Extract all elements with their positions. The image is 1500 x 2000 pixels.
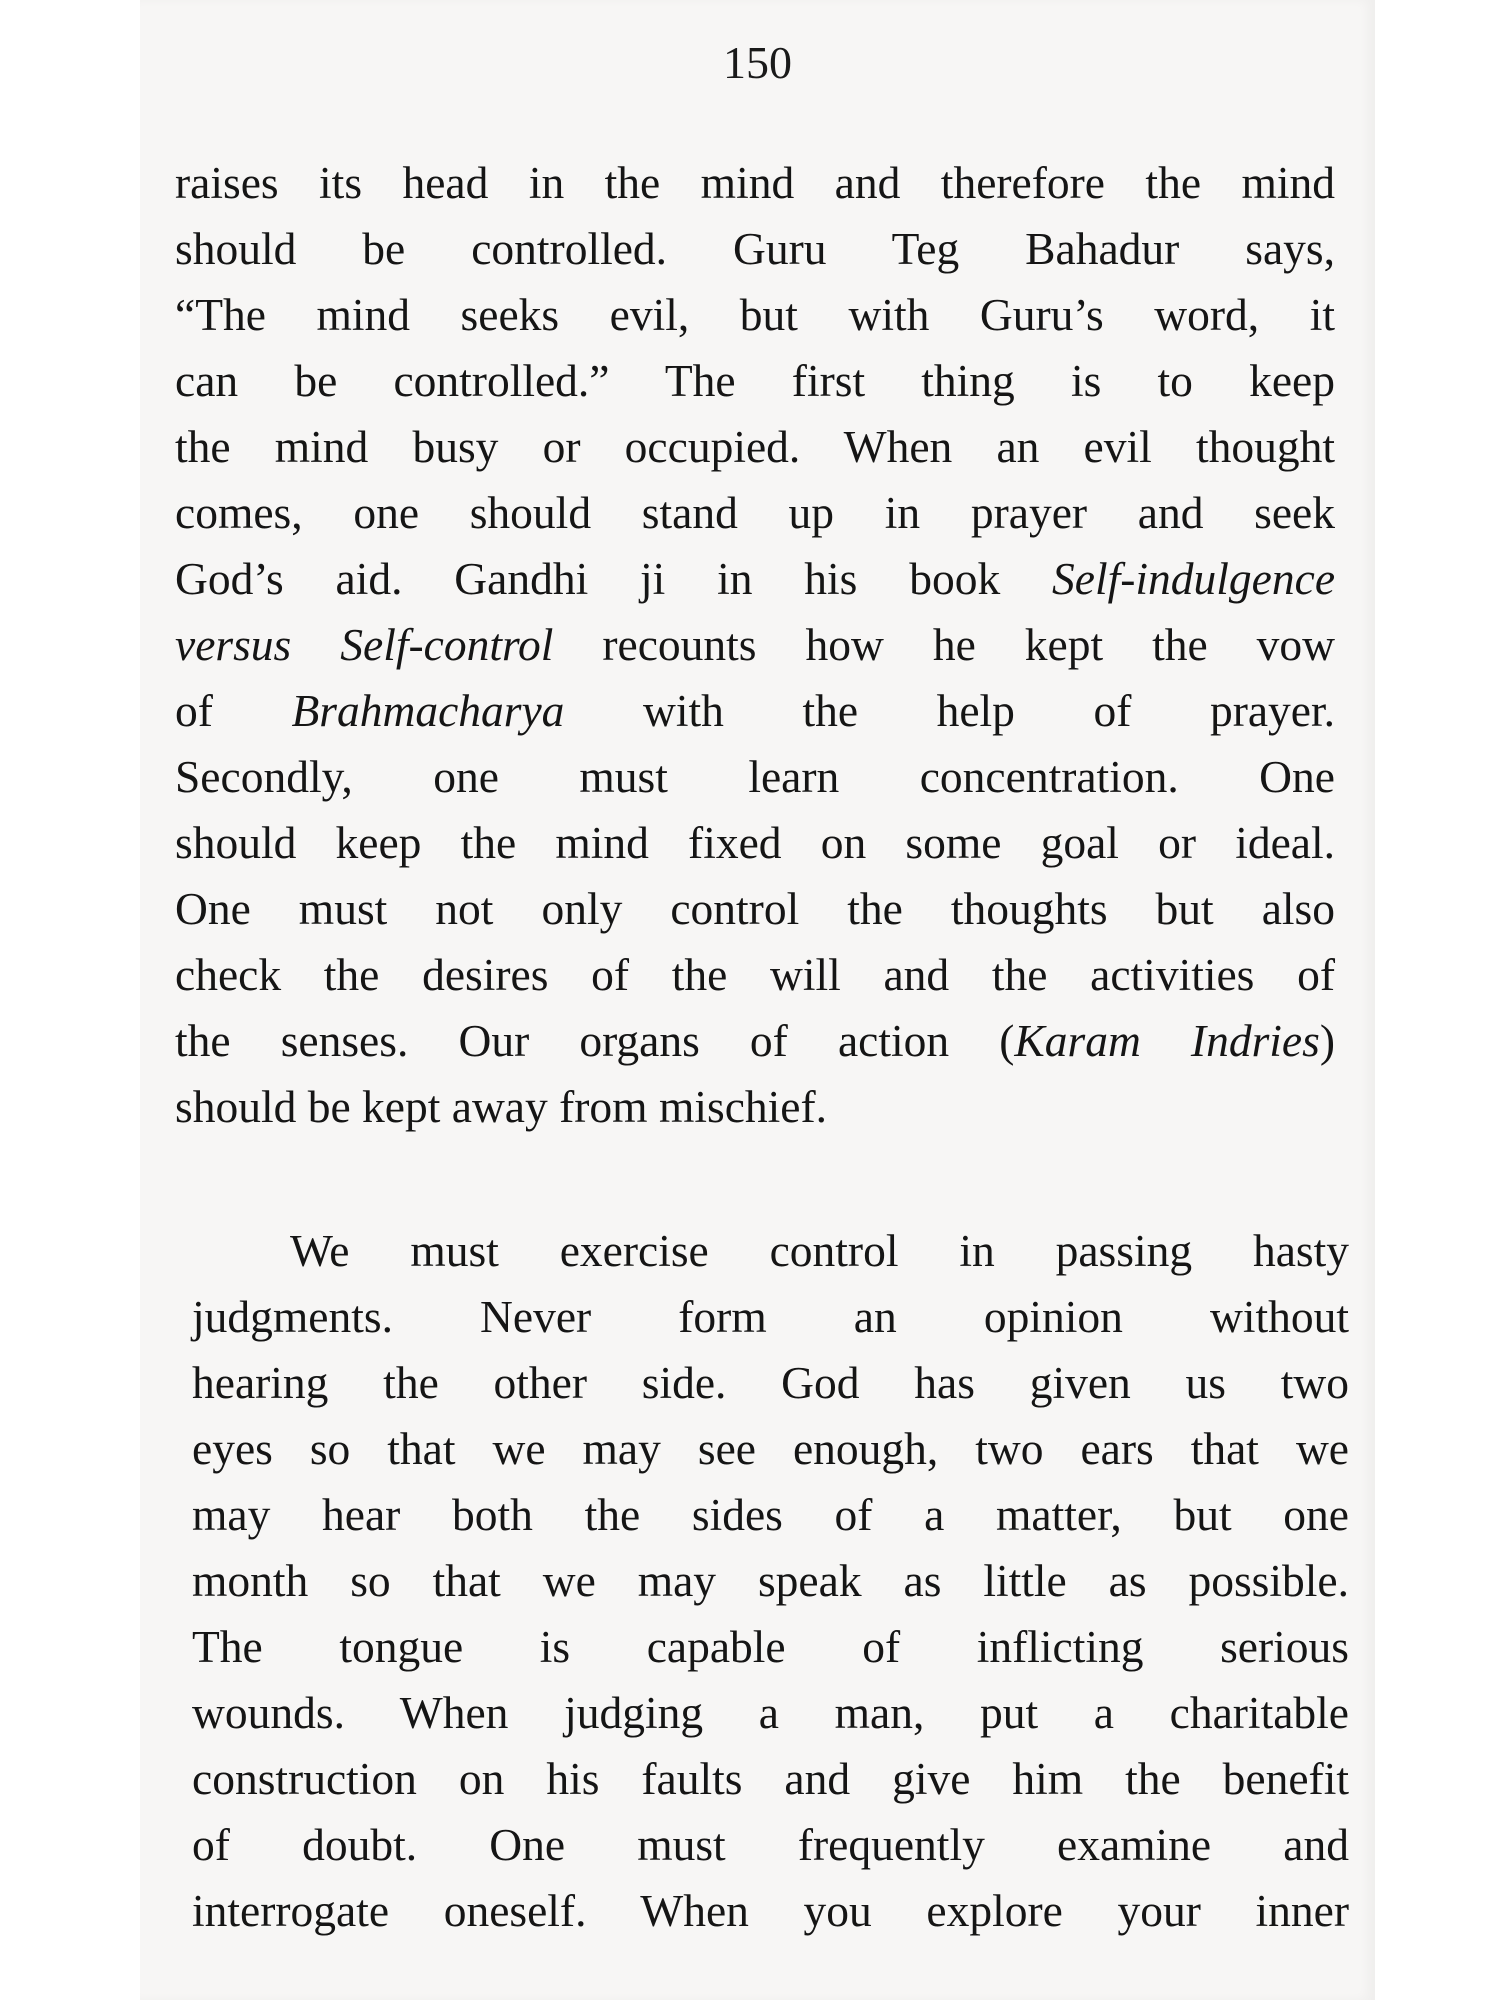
text-line: The tongue is capable of inflicting serious — [192, 1621, 1349, 1672]
text-line: month so that we may speak as little as possible. — [192, 1555, 1349, 1606]
text-line: eyes so that we may see enough, two ears that we — [192, 1423, 1349, 1474]
paragraph-1 — [175, 150, 1335, 1140]
text-run: with the help of prayer. — [643, 685, 1336, 736]
text-line: comes, one should stand up in prayer and seek — [175, 487, 1335, 538]
text-run: the senses. Our organs of action ( — [175, 1015, 1015, 1066]
book-title-italic: Self-indulgence — [1052, 553, 1336, 604]
text-line: may hear both the sides of a matter, but one — [192, 1489, 1349, 1540]
text-run: of — [175, 685, 213, 736]
text-line: One must not only control the thoughts but also — [175, 883, 1335, 934]
text-line: hearing the other side. God has given us two — [192, 1357, 1349, 1408]
text-line: We must exercise control in passing hasty — [290, 1225, 1349, 1276]
text-line — [175, 612, 1335, 678]
text-line: “The mind seeks evil, but with Guru’s word, it — [175, 289, 1335, 340]
term-italic: Brahmacharya — [291, 685, 565, 736]
text-line: should keep the mind fixed on some goal or ideal. — [175, 817, 1335, 868]
text-line: should be controlled. Guru Teg Bahadur says, — [175, 223, 1335, 274]
text-run: recounts how he kept the vow — [602, 619, 1335, 670]
text-line: raises its head in the mind and therefore the mind — [175, 157, 1335, 208]
text-line: wounds. When judging a man, put a charitable — [192, 1687, 1349, 1738]
text-line — [175, 678, 1335, 744]
text-line: the mind busy or occupied. When an evil thought — [175, 421, 1335, 472]
text-run: God’s aid. Gandhi ji in his book — [175, 553, 1001, 604]
text-line: can be controlled.” The first thing is to keep — [175, 355, 1335, 406]
text-line: of doubt. One must frequently examine and — [192, 1819, 1349, 1870]
text-line: judgments. Never form an opinion without — [192, 1291, 1349, 1342]
term-italic: Karam Indries — [1014, 1015, 1320, 1066]
text-line — [175, 1008, 1335, 1074]
text-line: Secondly, one must learn concentration. One — [175, 751, 1335, 802]
text-run: ) — [1319, 1015, 1335, 1066]
text-line: construction on his faults and give him the benefit — [192, 1753, 1349, 1804]
paragraph-2 — [192, 1218, 1349, 1944]
text-line: interrogate oneself. When you explore your inner — [192, 1885, 1349, 1936]
text-line: check the desires of the will and the activities of — [175, 949, 1335, 1000]
book-title-italic: versus Self-control — [175, 619, 554, 670]
text-line — [175, 546, 1335, 612]
page-number: 150 — [723, 37, 792, 88]
text-line: should be kept away from mischief. — [175, 1081, 827, 1132]
